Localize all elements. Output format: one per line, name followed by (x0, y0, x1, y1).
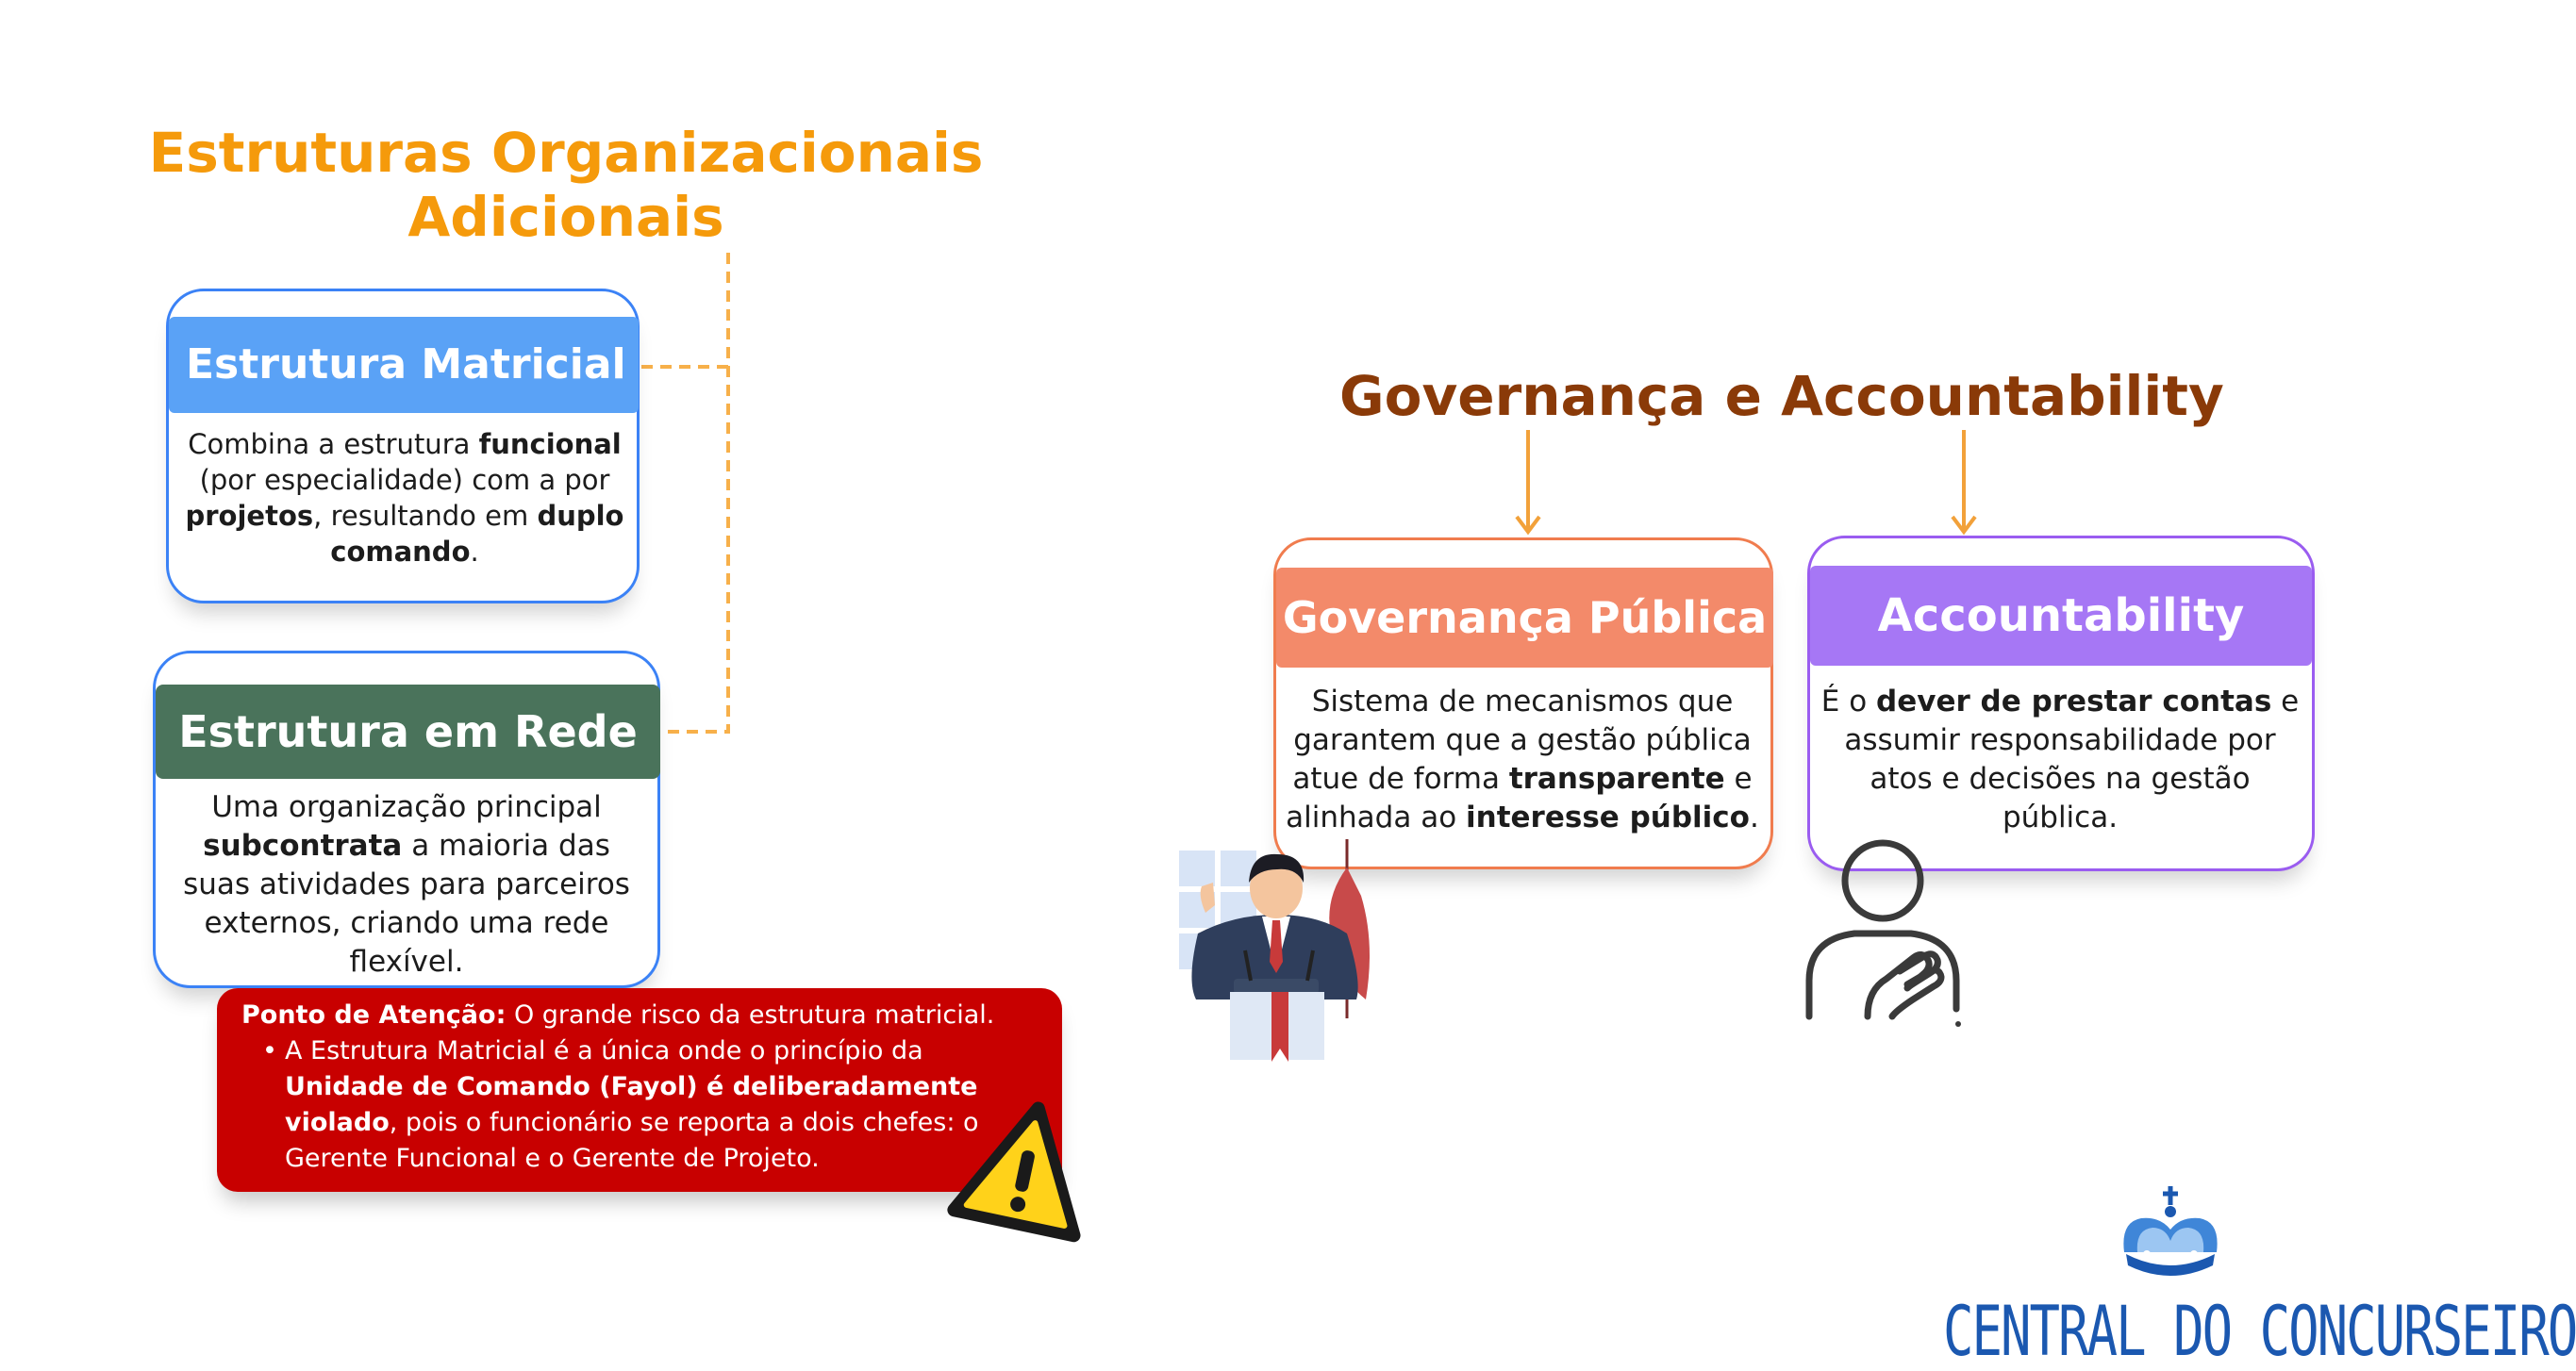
matricial-title: Estrutura Matricial (169, 317, 639, 413)
text-run: funcional (478, 428, 622, 460)
text-run: Unidade de Comando (Fayol) é deliberadamente violado (285, 1072, 978, 1137)
attention-item (285, 1033, 1030, 1177)
governanca-title: Governança Pública (1276, 568, 1773, 668)
text-run: , pois o funcionário se reporta a dois chefes: o Gerente Funcional e o Gerente de Projeto. (285, 1108, 979, 1173)
text-run: transparente (1508, 762, 1725, 796)
left-title (141, 121, 990, 249)
text-run: projetos (185, 500, 314, 532)
attention-label: Ponto de Atenção: (241, 1000, 507, 1030)
text-run: Combina a estrutura (188, 428, 479, 460)
hand-on-heart-icon (1802, 839, 1971, 1028)
text-run: duplo comando (330, 500, 624, 568)
accountability-description (1820, 683, 2300, 837)
text-run: A Estrutura Matricial é a única onde o princípio da (285, 1036, 923, 1065)
text-run: , resultando em (313, 500, 538, 532)
text-run: . (1749, 801, 1759, 834)
text-run: interesse público (1466, 801, 1750, 834)
text-run: Uma organização principal (211, 790, 602, 824)
attention-heading (241, 998, 994, 1032)
left-title-line2: Adicionais (407, 185, 724, 249)
matricial-description (185, 426, 624, 570)
attention-text: O grande risco da estrutura matricial. (506, 1000, 995, 1030)
governanca-description (1283, 683, 1762, 837)
left-title-line1: Estruturas Organizacionais (148, 121, 984, 185)
brand-name: CENTRAL DO CONCURSEIRO (1943, 1291, 2576, 1371)
text-run: subcontrata (203, 829, 403, 863)
rede-description (166, 788, 647, 982)
text-run: a maioria das suas atividades para parceiros externos, criando uma rede flexível. (183, 829, 630, 979)
warning-icon (955, 1094, 1096, 1245)
text-run: . (470, 536, 479, 568)
attention-box (217, 988, 1062, 1192)
speaker-podium-icon (1177, 839, 1385, 1065)
text-run: (por especialidade) com a por (199, 464, 610, 496)
text-run: Sistema de mecanismos que garantem que a gestão pública atue de forma (1292, 685, 1752, 796)
arrow-governanca (1517, 430, 1539, 532)
text-run: e assumir responsabilidade por atos e decisões na gestão pública. (1844, 685, 2300, 834)
arrow-accountability (1953, 430, 1975, 532)
right-title: Governança e Accountability (1339, 364, 2224, 428)
crown-logo-icon (2119, 1186, 2222, 1284)
attention-bullet: • (262, 1036, 277, 1065)
text-run: dever de prestar contas (1876, 685, 2272, 719)
accountability-title: Accountability (1810, 566, 2312, 666)
text-run: e alinhada ao (1286, 762, 1753, 834)
rede-title: Estrutura em Rede (156, 685, 660, 779)
text-run: É o (1820, 685, 1877, 719)
